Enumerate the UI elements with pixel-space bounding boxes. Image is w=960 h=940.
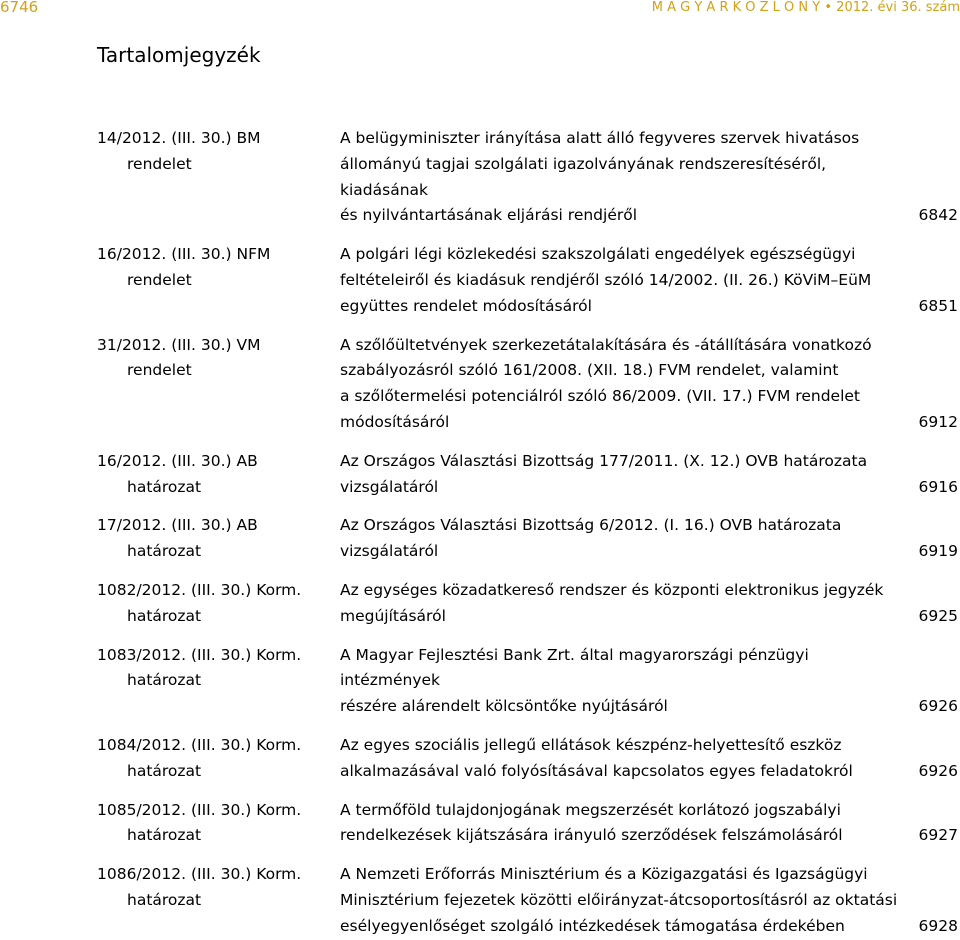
legal-reference: [97, 862, 332, 914]
legal-reference: [97, 333, 332, 385]
legal-reference: [97, 643, 332, 695]
table-of-contents: [0, 126, 960, 940]
legal-reference: [97, 733, 332, 785]
reference-number: 16/2012. (III. 30.) NFM: [97, 245, 271, 264]
entry-title-line: Az egyes szociális jellegű ellátások készpénz-helyettesítő eszköz: [340, 735, 842, 754]
entry-title: [340, 126, 900, 229]
entry-title-line: módosításáról: [340, 412, 450, 431]
reference-type: határozat: [127, 542, 202, 561]
reference-number: 1084/2012. (III. 30.) Korm.: [97, 735, 302, 754]
toc-entry[interactable]: [0, 449, 960, 501]
entry-title: [340, 733, 900, 785]
page-reference: 6919: [918, 542, 958, 561]
reference-type: rendelet: [127, 361, 192, 380]
page-title: Tartalomjegyzék: [97, 43, 261, 67]
legal-reference: [97, 242, 332, 294]
entry-title-line: A termőföld tulajdonjogának megszerzését korlátozó jogszabályi: [340, 800, 841, 819]
entry-title-line: A Magyar Fejlesztési Bank Zrt. által magyarországi pénzügyi intézmények: [340, 645, 809, 690]
reference-number: 1085/2012. (III. 30.) Korm.: [97, 800, 302, 819]
entry-title: [340, 449, 900, 501]
entry-title-line: A szőlőültetvények szerkezetátalakítására és -átállítására vonatkozó: [340, 335, 872, 354]
reference-number: 1083/2012. (III. 30.) Korm.: [97, 645, 302, 664]
entry-title: [340, 862, 900, 939]
toc-entry[interactable]: [0, 578, 960, 630]
reference-type: határozat: [127, 761, 202, 780]
entry-title-line: A polgári légi közlekedési szakszolgálati engedélyek egészségügyi: [340, 245, 856, 264]
toc-entry[interactable]: [0, 242, 960, 319]
entry-title-line: vizsgálatáról: [340, 542, 439, 561]
legal-reference: [97, 513, 332, 565]
legal-reference: [97, 449, 332, 501]
toc-entry[interactable]: [0, 862, 960, 939]
reference-type: határozat: [127, 890, 202, 909]
toc-entry[interactable]: [0, 733, 960, 785]
reference-type: rendelet: [127, 270, 192, 289]
bullet-separator: •: [824, 0, 833, 15]
entry-title: [340, 333, 900, 436]
entry-title-line: alkalmazásával való folyósításával kapcsolatos egyes feladatokról: [340, 761, 853, 780]
issue-label: 2012. évi 36. szám: [836, 0, 960, 15]
entry-title: [340, 513, 900, 565]
entry-title-line: Az egységes közadatkereső rendszer és központi elektronikus jegyzék: [340, 580, 884, 599]
toc-entry[interactable]: [0, 513, 960, 565]
reference-type: határozat: [127, 671, 202, 690]
page-reference: 6928: [918, 916, 958, 935]
toc-entry[interactable]: [0, 126, 960, 229]
entry-title-line: együttes rendelet módosításáról: [340, 296, 592, 315]
reference-type: határozat: [127, 477, 202, 496]
page-reference: 6842: [918, 206, 958, 225]
page-reference: 6927: [918, 826, 958, 845]
reference-number: 14/2012. (III. 30.) BM: [97, 129, 261, 147]
legal-reference: [97, 126, 332, 178]
reference-number: 17/2012. (III. 30.) AB: [97, 516, 258, 535]
entry-title: [340, 578, 900, 630]
entry-title-line: szabályozásról szóló 161/2008. (XII. 18.) FVM rendelet, valamint: [340, 361, 839, 380]
entry-title-line: Minisztérium fejezetek közötti előirányzat-átcsoportosításról az oktatási: [340, 890, 898, 909]
page-reference: 6926: [918, 761, 958, 780]
entry-title-line: A Nemzeti Erőforrás Minisztérium és a Közigazgatási és Igazságügyi: [340, 865, 868, 884]
page-reference: 6912: [918, 412, 958, 431]
reference-type: rendelet: [127, 154, 192, 173]
legal-reference: [97, 798, 332, 850]
entry-title: [340, 643, 900, 720]
entry-title: [340, 798, 900, 850]
publication-name: M A G Y A R K Ö Z L Ö N Y: [651, 0, 821, 15]
toc-entry[interactable]: [0, 643, 960, 720]
page-number: 6746: [0, 0, 39, 16]
reference-number: 31/2012. (III. 30.) VM: [97, 335, 261, 354]
entry-title-line: részére alárendelt kölcsöntőke nyújtásáról: [340, 697, 668, 716]
entry-title: [340, 242, 900, 319]
entry-title-line: rendelkezések kijátszására irányuló szerződések felszámolásáról: [340, 826, 843, 845]
legal-reference: [97, 578, 332, 630]
entry-title-line: megújításáról: [340, 606, 446, 625]
entry-title-line: és nyilvántartásának eljárási rendjéről: [340, 206, 638, 225]
running-head: [652, 0, 960, 15]
entry-title-line: A belügyminiszter irányítása alatt álló fegyveres szervek hivatásos: [340, 129, 860, 147]
page-reference: 6925: [918, 606, 958, 625]
toc-entry[interactable]: [0, 798, 960, 850]
reference-number: 1082/2012. (III. 30.) Korm.: [97, 580, 302, 599]
reference-number: 1086/2012. (III. 30.) Korm.: [97, 865, 302, 884]
page-reference: 6916: [918, 477, 958, 496]
entry-title-line: vizsgálatáról: [340, 477, 439, 496]
entry-title-line: Az Országos Választási Bizottság 177/2011. (X. 12.) OVB határozata: [340, 451, 868, 470]
entry-title-line: állományú tagjai szolgálati igazolványának rendszeresítéséről, kiadásának: [340, 154, 827, 199]
entry-title-line: Az Országos Választási Bizottság 6/2012. (I. 16.) OVB határozata: [340, 516, 842, 535]
page-reference: 6926: [918, 697, 958, 716]
reference-type: határozat: [127, 606, 202, 625]
reference-type: határozat: [127, 826, 202, 845]
page-reference: 6851: [918, 296, 958, 315]
entry-title-line: esélyegyenlőséget szolgáló intézkedések támogatása érdekében: [340, 916, 845, 935]
entry-title-line: feltételeiről és kiadásuk rendjéről szóló 14/2002. (II. 26.) KöViM–EüM: [340, 270, 872, 289]
toc-entry[interactable]: [0, 333, 960, 436]
entry-title-line: a szőlőtermelési potenciálról szóló 86/2009. (VII. 17.) FVM rendelet: [340, 387, 860, 406]
reference-number: 16/2012. (III. 30.) AB: [97, 451, 258, 470]
